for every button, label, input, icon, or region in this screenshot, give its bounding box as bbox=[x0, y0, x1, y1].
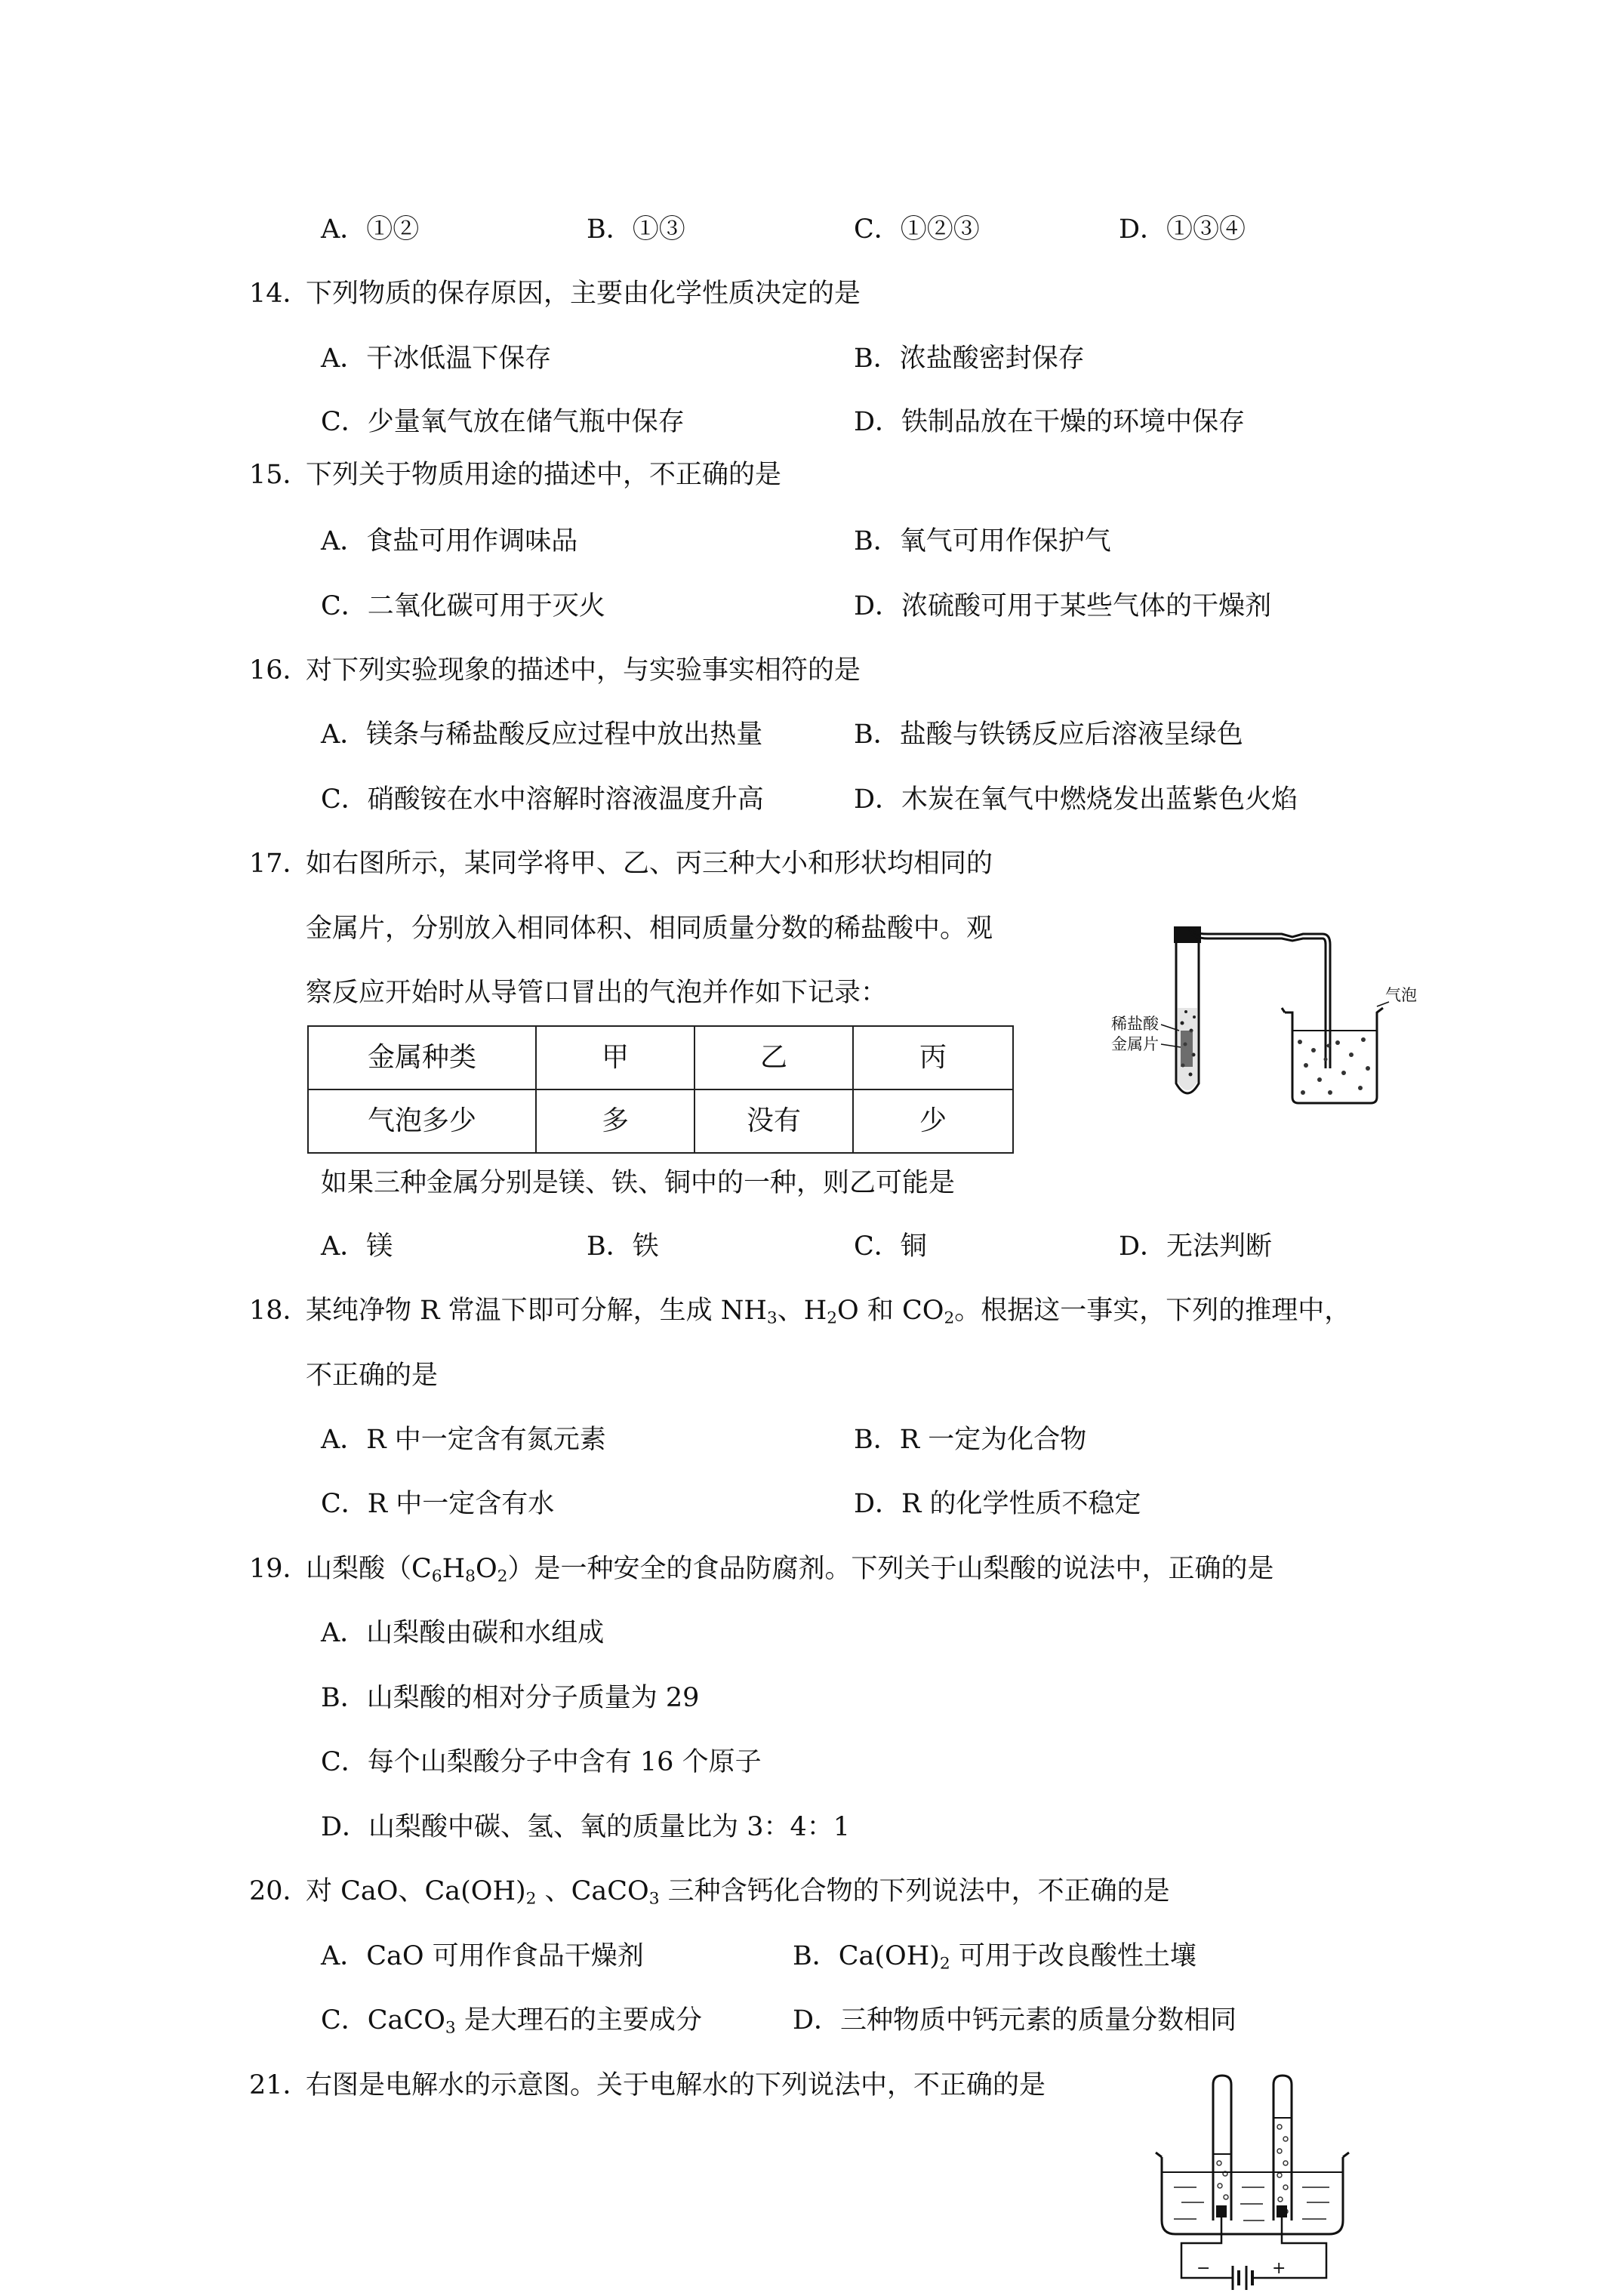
q19-option-d: D．山梨酸中碳、氢、氧的质量比为 3：4：1 bbox=[321, 1812, 850, 1842]
q17-after-text: 如果三种金属分别是镁、铁、铜中的一种，则乙可能是 bbox=[321, 1168, 956, 1198]
q20-option-c: C．CaCO$_3$ 是大理石的主要成分 bbox=[321, 2005, 702, 2038]
q14-option-b: B．浓盐酸密封保存 bbox=[854, 344, 1085, 374]
q16-option-b: B．盐酸与铁锈反应后溶液呈绿色 bbox=[854, 720, 1243, 750]
q17-line-3: 察反应开始时从导管口冒出的气泡并作如下记录： bbox=[306, 978, 888, 1008]
q17-figure-metal-label: 金属片 bbox=[1111, 1035, 1159, 1053]
q17-option-d: D．无法判断 bbox=[1119, 1231, 1273, 1262]
table-cell: 乙 bbox=[694, 1026, 853, 1089]
q21-figure-minus-label: − bbox=[1196, 2259, 1211, 2278]
q14-option-c: C．少量氧气放在储气瓶中保存 bbox=[321, 407, 685, 437]
q14-option-d: D．铁制品放在干燥的环境中保存 bbox=[854, 407, 1246, 437]
q21-figure-plus-label: + bbox=[1272, 2259, 1286, 2278]
q19-stem: 山梨酸$(C_6H_8O_2)$是一种安全的食品防腐剂。下列关于山梨酸的说法中，正确的是 bbox=[306, 1554, 1274, 1586]
table-cell: 没有 bbox=[694, 1089, 853, 1153]
table-cell: 丙 bbox=[853, 1026, 1013, 1089]
q19-option-c: C．每个山梨酸分子中含有 16 个原子 bbox=[321, 1747, 762, 1777]
q17-apparatus-figure bbox=[1095, 917, 1417, 1114]
q17-line-1: 如右图所示，某同学将甲、乙、丙三种大小和形状均相同的 bbox=[306, 849, 993, 879]
q16-option-c: C．硝酸铵在水中溶解时溶液温度升高 bbox=[321, 784, 764, 815]
table-cell: 甲 bbox=[536, 1026, 694, 1089]
q13-option-b: B．①③ bbox=[587, 214, 685, 245]
q19-number: 19． bbox=[249, 1554, 310, 1584]
table-row bbox=[308, 1026, 1013, 1089]
q13-option-a: A．①② bbox=[321, 214, 420, 245]
q18-number: 18． bbox=[249, 1296, 310, 1326]
q19-option-b: B．山梨酸的相对分子质量为 29 bbox=[321, 1683, 700, 1713]
q15-option-b: B．氧气可用作保护气 bbox=[854, 526, 1111, 556]
q14-number: 14． bbox=[249, 279, 310, 309]
table-cell: 多 bbox=[536, 1089, 694, 1153]
q15-option-c: C．二氧化碳可用于灭火 bbox=[321, 591, 605, 621]
table-cell: 少 bbox=[853, 1089, 1013, 1153]
q17-figure-bubble-label: 气泡 bbox=[1385, 986, 1417, 1004]
q16-stem: 对下列实验现象的描述中，与实验事实相符的是 bbox=[306, 655, 861, 686]
q14-option-a: A．干冰低温下保存 bbox=[321, 344, 552, 374]
q18-option-a: A．R 中一定含有氮元素 bbox=[321, 1425, 606, 1455]
q20-option-d: D．三种物质中钙元素的质量分数相同 bbox=[793, 2005, 1237, 2036]
q16-number: 16． bbox=[249, 655, 310, 686]
q15-number: 15． bbox=[249, 460, 310, 490]
table-cell: 气泡多少 bbox=[308, 1089, 536, 1153]
q20-option-b: B．$Ca(OH)_2$ 可用于改良酸性土壤 bbox=[793, 1941, 1196, 1974]
q17-figure-acid-label: 稀盐酸 bbox=[1111, 1015, 1159, 1033]
q20-option-a: A．CaO 可用作食品干燥剂 bbox=[321, 1941, 644, 1971]
q18-line-1: 某纯净物 R 常温下即可分解，生成 $NH_3$、$H_2O$ 和 $CO_2$。根据这一事实，下列的推理中， bbox=[306, 1296, 1351, 1328]
q20-number: 20． bbox=[249, 1876, 310, 1906]
q16-option-a: A．镁条与稀盐酸反应过程中放出热量 bbox=[321, 720, 763, 750]
q18-option-c: C．R 中一定含有水 bbox=[321, 1489, 555, 1519]
q18-line-2: 不正确的是 bbox=[306, 1361, 439, 1391]
q17-record-table bbox=[307, 1025, 1014, 1154]
q17-option-b: B．铁 bbox=[587, 1231, 659, 1262]
q19-option-a: A．山梨酸由碳和水组成 bbox=[321, 1618, 605, 1648]
q13-option-c: C．①②③ bbox=[854, 214, 980, 245]
q15-option-d: D．浓硫酸可用于某些气体的干燥剂 bbox=[854, 591, 1272, 621]
q21-stem: 右图是电解水的示意图。关于电解水的下列说法中，不正确的是 bbox=[306, 2070, 1046, 2100]
q17-option-a: A．镁 bbox=[321, 1231, 393, 1262]
q13-option-d: D．①③④ bbox=[1119, 214, 1246, 245]
table-row bbox=[308, 1089, 1013, 1153]
q17-number: 17． bbox=[249, 849, 310, 879]
q21-number: 21． bbox=[249, 2070, 310, 2100]
q18-option-d: D．R 的化学性质不稳定 bbox=[854, 1489, 1141, 1519]
q17-option-c: C．铜 bbox=[854, 1231, 927, 1262]
q15-option-a: A．食盐可用作调味品 bbox=[321, 526, 578, 556]
q18-option-b: B．R 一定为化合物 bbox=[854, 1425, 1087, 1455]
q16-option-d: D．木炭在氧气中燃烧发出蓝紫色火焰 bbox=[854, 784, 1298, 815]
table-cell: 金属种类 bbox=[308, 1026, 536, 1089]
q17-line-2: 金属片，分别放入相同体积、相同质量分数的稀盐酸中。观 bbox=[306, 914, 993, 944]
q15-stem: 下列关于物质用途的描述中，不正确的是 bbox=[306, 460, 782, 490]
q14-stem: 下列物质的保存原因，主要由化学性质决定的是 bbox=[306, 279, 861, 309]
q21-electrolysis-figure bbox=[1151, 2073, 1363, 2291]
q20-stem: 对 CaO、$Ca(OH)_2$ 、CaCO$_3$ 三种含钙化合物的下列说法中，不正确的是 bbox=[306, 1876, 1170, 1909]
